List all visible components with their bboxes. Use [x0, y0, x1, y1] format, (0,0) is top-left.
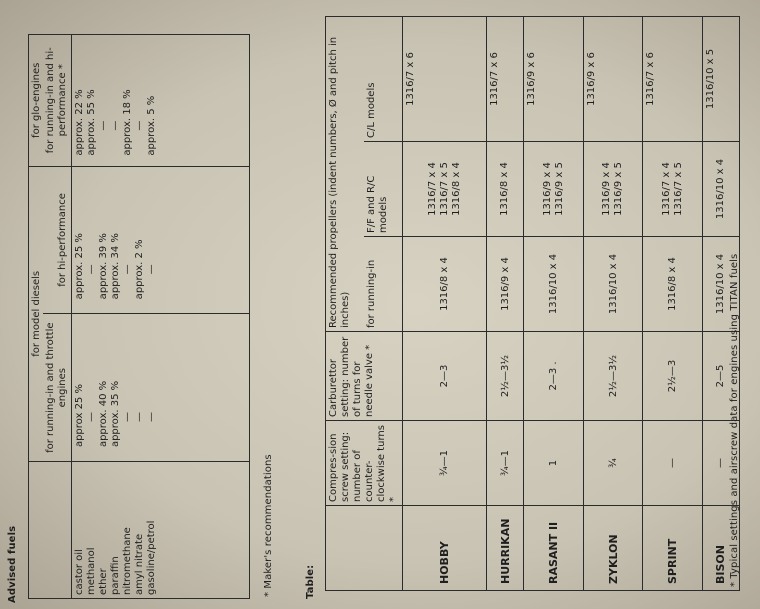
compression-value: 1 [524, 421, 584, 506]
fuel-name: gasoline/petrol [146, 520, 157, 595]
engine-col-header [326, 506, 403, 591]
ff-rc-props [643, 142, 703, 237]
running-in-value: approx 25 % [74, 384, 85, 448]
header-hi-performance: for hi-performance [43, 166, 72, 314]
ff-rc-props [702, 142, 739, 237]
cl-prop: 1316/9 x 6 [524, 17, 584, 142]
compression-value: ¾—1 [403, 421, 487, 506]
glo-value: approx. 18 % [122, 89, 133, 156]
running-in-value: — [122, 412, 133, 423]
compression-value: — [702, 421, 739, 506]
fuel-name: paraffin [110, 556, 121, 595]
header-diesels: for model diesels [29, 166, 44, 461]
glo-value: approx. 55 % [86, 89, 97, 156]
fuels-title: Advised fuels [7, 525, 18, 603]
ff-rc-prop: 1316/7 x 4 [426, 162, 438, 216]
running-in-prop: 1316/10 x 4 [524, 237, 584, 332]
ff-rc-prop: 1316/10 x 4 [714, 158, 726, 220]
ff-rc-props [524, 142, 584, 237]
running-in-value: approx. 40 % [98, 380, 109, 448]
hi-perf-values-cell [72, 166, 250, 314]
fuels-footnote: * Maker's recommendations [263, 454, 274, 597]
cl-prop: 1316/9 x 6 [583, 17, 643, 142]
header-running-in: for running-in [364, 237, 403, 332]
ff-rc-prop: 1316/9 x 5 [553, 162, 565, 216]
header-running-in-throttle: for running-in and throttle engines [43, 314, 72, 462]
carburettor-value: 2½—3½ [583, 332, 643, 421]
hi-perf-value: approx. 39 % [98, 233, 109, 300]
carburettor-value: 2½—3½ [487, 332, 524, 421]
header-cl: C/L models [364, 17, 403, 142]
header-propellers: Recommended propellers (indent numbers, Ø and pitch in inches) [326, 17, 365, 332]
engine-name: HURRIKAN [487, 506, 524, 591]
fuel-col-header [29, 462, 72, 599]
fuel-name: methanol [86, 547, 97, 595]
hi-perf-value: approx. 2 % [134, 239, 145, 300]
engine-name: SPRINT [643, 506, 703, 591]
table-row [487, 17, 524, 591]
glo-value: — [110, 120, 121, 131]
ff-rc-props [403, 142, 487, 237]
ff-rc-prop: 1316/9 x 5 [613, 162, 625, 216]
glo-value: — [98, 120, 109, 131]
table-row [583, 17, 643, 591]
running-in-value: approx. 35 % [110, 380, 121, 448]
header-ff-rc: F/F and R/C models [364, 142, 403, 237]
running-in-value: — [86, 412, 97, 423]
carburettor-value: 2—3 [403, 332, 487, 421]
fuel-name: castor oil [74, 549, 85, 595]
cl-prop: 1316/7 x 6 [487, 17, 524, 142]
running-in-prop: 1316/10 x 4 [583, 237, 643, 332]
header-compression: Compres-sion screw setting: number of counter-clockwise turns * [326, 421, 403, 506]
glo-values-cell [72, 35, 250, 167]
header-carburettor: Carburettor setting: number of turns for needle valve * [326, 332, 403, 421]
cl-prop: 1316/7 x 6 [643, 17, 703, 142]
glo-value: approx. 22 % [74, 89, 85, 156]
running-in-prop: 1316/9 x 4 [487, 237, 524, 332]
running-in-prop: 1316/10 x 4 [702, 237, 739, 332]
running-in-prop: 1316/8 x 4 [643, 237, 703, 332]
compression-value: — [643, 421, 703, 506]
ff-rc-prop: 1316/8 x 4 [499, 162, 511, 216]
compression-value: ¾—1 [487, 421, 524, 506]
engine-name: ZYKLON [583, 506, 643, 591]
ff-rc-prop: 1316/9 x 4 [541, 162, 553, 216]
table-row [643, 17, 703, 591]
table-footnote: * Typical settings and airscrew data for engines using TITAN fuels [729, 253, 740, 587]
hi-perf-value: approx. 34 % [110, 233, 121, 300]
running-in-values-cell [72, 314, 250, 462]
table-row [403, 17, 487, 591]
hi-perf-value: — [122, 264, 133, 275]
fuel-name: nitromethane [122, 527, 133, 595]
hi-perf-value: — [146, 264, 157, 275]
engine-name: BISON [702, 506, 739, 591]
fuels-table [28, 34, 250, 599]
glo-value: approx. 5 % [146, 95, 157, 156]
glo-value: — [134, 120, 145, 131]
header-glo: for glo-engines [29, 35, 44, 167]
engine-name: RASANT II [524, 506, 584, 591]
table-label: Table: [305, 564, 316, 599]
ff-rc-prop: 1316/9 x 4 [601, 162, 613, 216]
hi-perf-value: — [86, 264, 97, 275]
cl-prop: 1316/10 x 5 [702, 17, 739, 142]
ff-rc-prop: 1316/7 x 5 [438, 162, 450, 216]
engine-name: HOBBY [403, 506, 487, 591]
compression-value: ¾ [583, 421, 643, 506]
header-glo-sub: for running-in and hi-performance * [43, 35, 72, 167]
cl-prop: 1316/7 x 6 [403, 17, 487, 142]
hi-perf-value: approx. 25 % [74, 233, 85, 300]
ff-rc-prop: 1316/7 x 4 [660, 162, 672, 216]
carburettor-value: 2—3 . [524, 332, 584, 421]
ff-rc-props [487, 142, 524, 237]
carburettor-value: 2—5 [702, 332, 739, 421]
engine-table [325, 16, 740, 591]
ff-rc-prop: 1316/7 x 5 [672, 162, 684, 216]
fuel-name: amyl nitrate [134, 533, 145, 595]
ff-rc-props [583, 142, 643, 237]
carburettor-value: 2½—3 [643, 332, 703, 421]
running-in-value: — [134, 412, 145, 423]
fuel-names-cell [72, 462, 250, 599]
table-row [524, 17, 584, 591]
ff-rc-prop: 1316/8 x 4 [450, 162, 462, 216]
running-in-value: — [146, 412, 157, 423]
fuel-name: ether [98, 568, 109, 595]
running-in-prop: 1316/8 x 4 [403, 237, 487, 332]
